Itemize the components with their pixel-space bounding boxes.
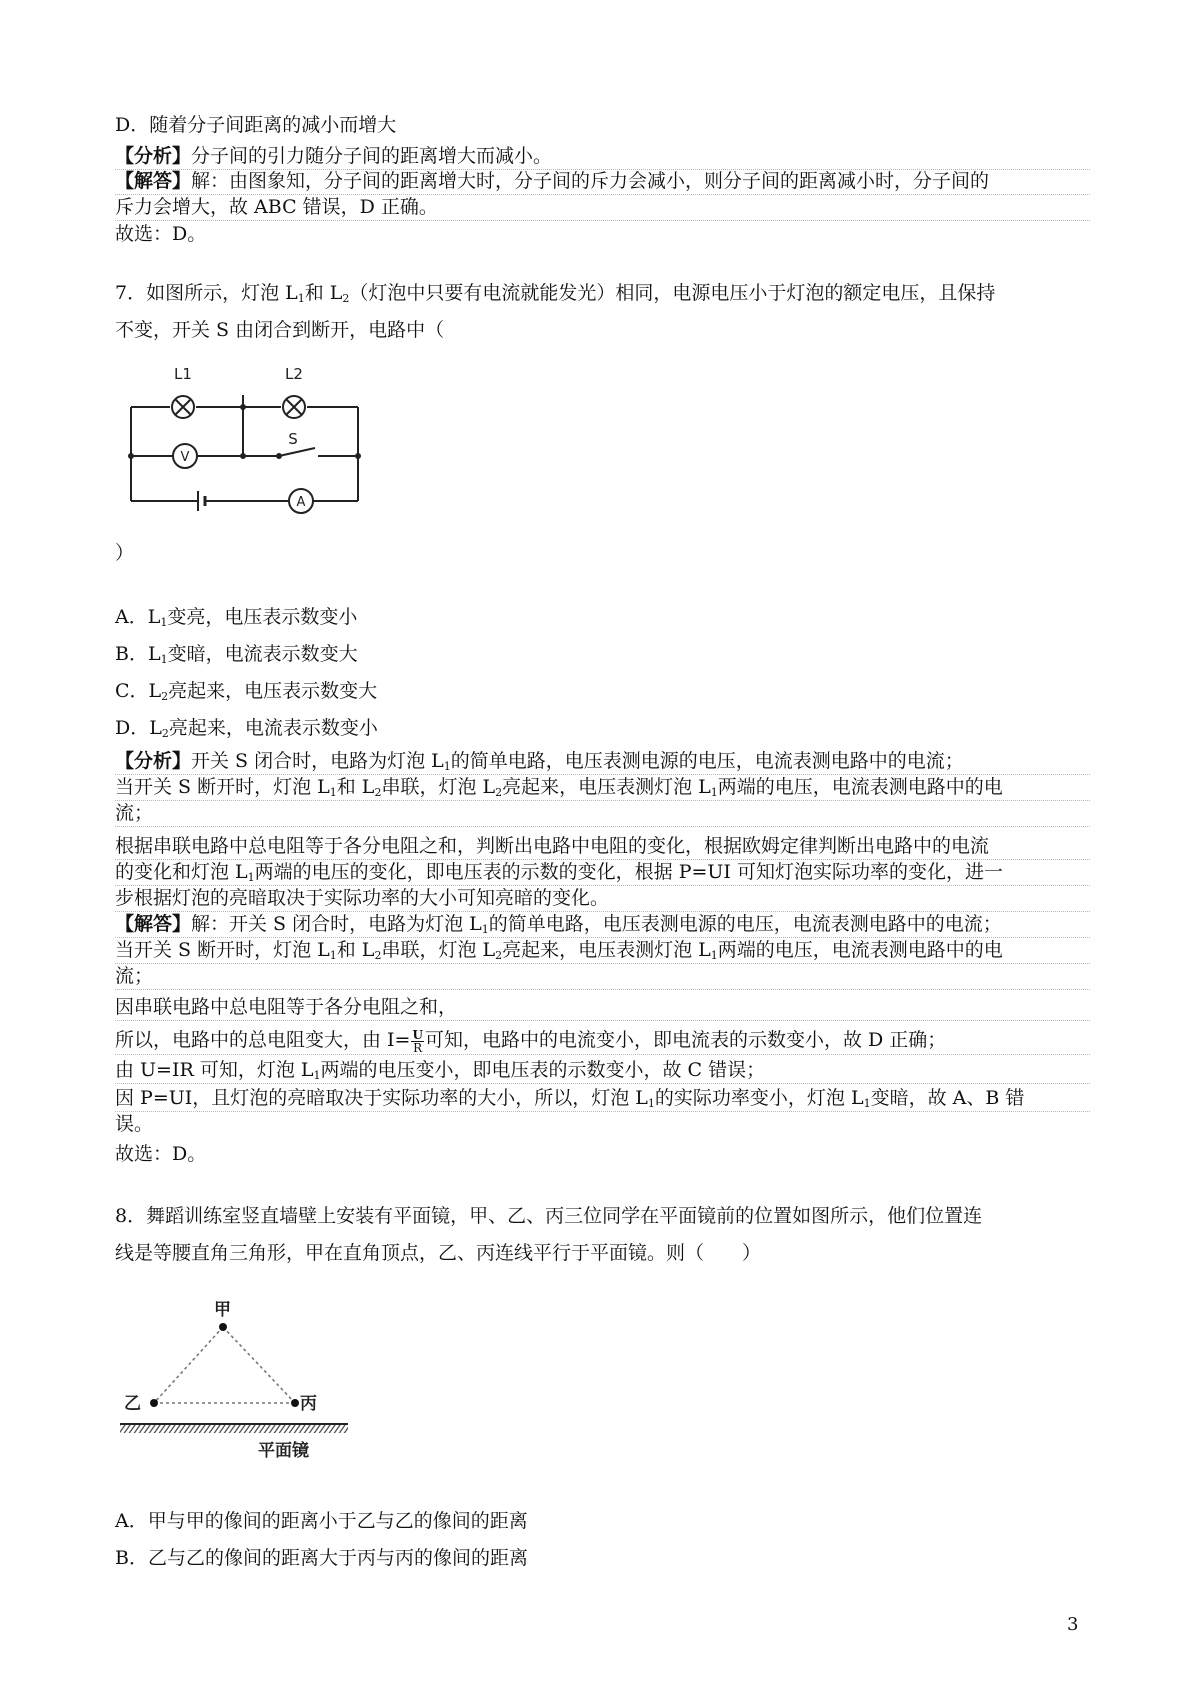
subscript: 1 <box>160 616 168 629</box>
answer-text: 解：由图象知，分子间的距离增大时，分子间的斥力会减小，则分子间的距离减小时，分子间的 <box>191 170 990 192</box>
fraction-u-over-r <box>411 1029 423 1054</box>
stem-text: 和 L <box>304 282 343 304</box>
lamp-l2-label: L2 <box>285 365 303 383</box>
q7-option-b <box>115 641 358 667</box>
circuit-junction <box>240 453 246 459</box>
q7-analysis-line-6: 步根据灯泡的亮暗取决于实际功率的大小可知亮暗的变化。 <box>115 885 1090 912</box>
q6-choice: 故选：D。 <box>115 223 207 245</box>
answer-text: 和 L <box>336 939 375 961</box>
line-jia-bing <box>223 1327 295 1403</box>
label-jia: 甲 <box>214 1300 231 1320</box>
subscript: 1 <box>863 1097 871 1110</box>
answer-text: 两端的电压变小，即电压表的示数变小，故 C 错误； <box>320 1059 766 1081</box>
option-text: B．L <box>115 643 161 665</box>
answer-text: 两端的电压，电流表测电路中的电 <box>717 939 1003 961</box>
switch-label: S <box>288 430 298 448</box>
subscript: 1 <box>710 786 718 799</box>
voltmeter-label: V <box>180 450 190 465</box>
switch-contact <box>276 453 282 459</box>
stem-text: 7．如图所示，灯泡 L <box>115 282 298 304</box>
answer-text: 可知，电路中的电流变小，即电流表的示数变小，故 D 正确； <box>424 1029 947 1051</box>
fraction-denominator: R <box>413 1040 423 1055</box>
answer-text: 解：开关 S 闭合时，电路为灯泡 L <box>191 913 482 935</box>
subscript: 1 <box>160 653 168 666</box>
q7-answer-line-4: 因串联电路中总电阻等于各分电阻之和， <box>115 994 1090 1021</box>
circuit-junction <box>355 453 361 459</box>
q7-analysis-line-5 <box>115 859 1090 886</box>
option-text: D．L <box>115 717 162 739</box>
page-number: 3 <box>1067 1614 1079 1635</box>
subscript: 1 <box>710 949 718 962</box>
q7-stem-close: ） <box>115 542 135 564</box>
subscript: 2 <box>374 786 382 799</box>
q6-option-d: D．随着分子间距离的减小而增大 <box>115 114 397 136</box>
q7-answer-line-5 <box>115 1027 1090 1055</box>
q7-stem-line-1 <box>115 280 995 306</box>
q7-choice: 故选：D。 <box>115 1143 207 1165</box>
q7-answer-line-6 <box>115 1057 1090 1084</box>
analysis-text: 亮起来，电压表测灯泡 L <box>502 776 711 798</box>
subscript: 2 <box>495 786 503 799</box>
q8-option-a: A．甲与甲的像间的距离小于乙与乙的像间的距离 <box>115 1510 528 1532</box>
answer-text: 由 U=IR 可知，灯泡 L <box>115 1059 314 1081</box>
answer-text: 变暗，故 A、B 错 <box>870 1087 1025 1109</box>
analysis-tag: 【分析】 <box>115 145 192 167</box>
point-bing <box>291 1399 299 1407</box>
label-yi: 乙 <box>124 1394 141 1414</box>
point-yi <box>150 1399 158 1407</box>
q7-option-a <box>115 604 357 630</box>
analysis-text: 分子间的引力随分子间的距离增大而减小。 <box>191 145 553 167</box>
analysis-tag: 【分析】 <box>115 750 192 772</box>
option-text: 亮起来，电压表示数变大 <box>168 680 378 702</box>
subscript: 1 <box>481 923 489 936</box>
switch-blade <box>279 448 315 456</box>
q7-circuit-diagram <box>125 365 395 535</box>
answer-text: 当开关 S 断开时，灯泡 L <box>115 939 330 961</box>
lamp-l1-label: L1 <box>174 365 192 383</box>
analysis-text: 开关 S 闭合时，电路为灯泡 L <box>191 750 444 772</box>
subscript: 1 <box>297 292 305 305</box>
q7-answer-line-2 <box>115 937 1090 964</box>
analysis-text: 当开关 S 断开时，灯泡 L <box>115 776 330 798</box>
q7-option-c <box>115 678 377 704</box>
answer-text: 串联，灯泡 L <box>381 939 496 961</box>
fraction-numerator: U <box>412 1027 423 1042</box>
q7-analysis-line-3: 流； <box>115 800 1090 827</box>
analysis-text: 的简单电路，电压表测电源的电压，电流表测电路中的电流； <box>450 750 964 772</box>
subscript: 1 <box>329 949 337 962</box>
label-bing: 丙 <box>300 1394 317 1414</box>
option-text: 亮起来，电流表示数变小 <box>168 717 378 739</box>
analysis-text: 串联，灯泡 L <box>381 776 496 798</box>
answer-tag: 【解答】 <box>115 913 192 935</box>
subscript: 2 <box>342 292 350 305</box>
mirror-hatching <box>120 1425 348 1433</box>
subscript: 1 <box>329 786 337 799</box>
q7-analysis-line-2 <box>115 774 1090 801</box>
analysis-text: 和 L <box>336 776 375 798</box>
answer-text: 的实际功率变小，灯泡 L <box>654 1087 864 1109</box>
subscript: 1 <box>647 1097 655 1110</box>
q7-stem-line-2: 不变，开关 S 由闭合到断开，电路中（ <box>115 319 445 341</box>
subscript: 1 <box>443 760 451 773</box>
q7-answer-line-7 <box>115 1085 1090 1112</box>
label-mirror: 平面镜 <box>258 1441 309 1461</box>
analysis-text: 两端的电压的变化，即电压表的示数的变化，根据 P=UI 可知灯泡实际功率的变化，进一 <box>254 861 1003 883</box>
subscript: 1 <box>313 1069 321 1082</box>
point-jia <box>219 1323 227 1331</box>
analysis-text: 两端的电压，电流表测电路中的电 <box>717 776 1003 798</box>
q7-answer-line-1 <box>115 911 1090 938</box>
q7-answer-line-8: 误。 <box>115 1113 154 1135</box>
q8-mirror-diagram <box>120 1295 360 1465</box>
analysis-text: 的变化和灯泡 L <box>115 861 248 883</box>
q6-analysis <box>115 143 1090 170</box>
q7-answer-line-3: 流； <box>115 963 1090 990</box>
option-text: 变亮，电压表示数变小 <box>167 606 358 628</box>
stem-text: （灯泡中只要有电流就能发光）相同，电源电压小于灯泡的额定电压，且保持 <box>349 282 996 304</box>
q6-answer-line-2: 斥力会增大，故 ABC 错误，D 正确。 <box>115 194 1090 221</box>
subscript: 2 <box>161 727 169 740</box>
q7-analysis-line-4: 根据串联电路中总电阻等于各分电阻之和，判断出电路中电阻的变化，根据欧姆定律判断出电路中的电流 <box>115 833 1090 860</box>
subscript: 2 <box>161 690 169 703</box>
circuit-junction <box>128 453 134 459</box>
line-jia-yi <box>154 1327 223 1403</box>
answer-text: 所以，电路中的总电阻变大，由 I= <box>115 1029 411 1051</box>
subscript: 2 <box>374 949 382 962</box>
subscript: 2 <box>495 949 503 962</box>
q8-stem-line-2: 线是等腰直角三角形，甲在直角顶点，乙、丙连线平行于平面镜。则（ ） <box>115 1242 762 1264</box>
subscript: 1 <box>247 871 255 884</box>
answer-text: 的简单电路，电压表测电源的电压，电流表测电路中的电流； <box>488 913 1002 935</box>
circuit-junction <box>240 404 246 410</box>
q8-option-b: B．乙与乙的像间的距离大于丙与丙的像间的距离 <box>115 1547 528 1569</box>
option-text: 变暗，电流表示数变大 <box>167 643 358 665</box>
option-text: C．L <box>115 680 162 702</box>
answer-text: 亮起来，电压表测灯泡 L <box>502 939 711 961</box>
answer-tag: 【解答】 <box>115 170 192 192</box>
option-text: A．L <box>115 606 161 628</box>
answer-text: 因 P=UI，且灯泡的亮暗取决于实际功率的大小，所以，灯泡 L <box>115 1087 648 1109</box>
q6-answer-line-1 <box>115 168 1090 195</box>
ammeter-label: A <box>296 495 306 510</box>
q7-analysis-line-1 <box>115 748 1090 775</box>
q7-option-d <box>115 715 378 741</box>
q8-stem-line-1: 8．舞蹈训练室竖直墙壁上安装有平面镜，甲、乙、丙三位同学在平面镜前的位置如图所示，他们位置连 <box>115 1205 983 1227</box>
